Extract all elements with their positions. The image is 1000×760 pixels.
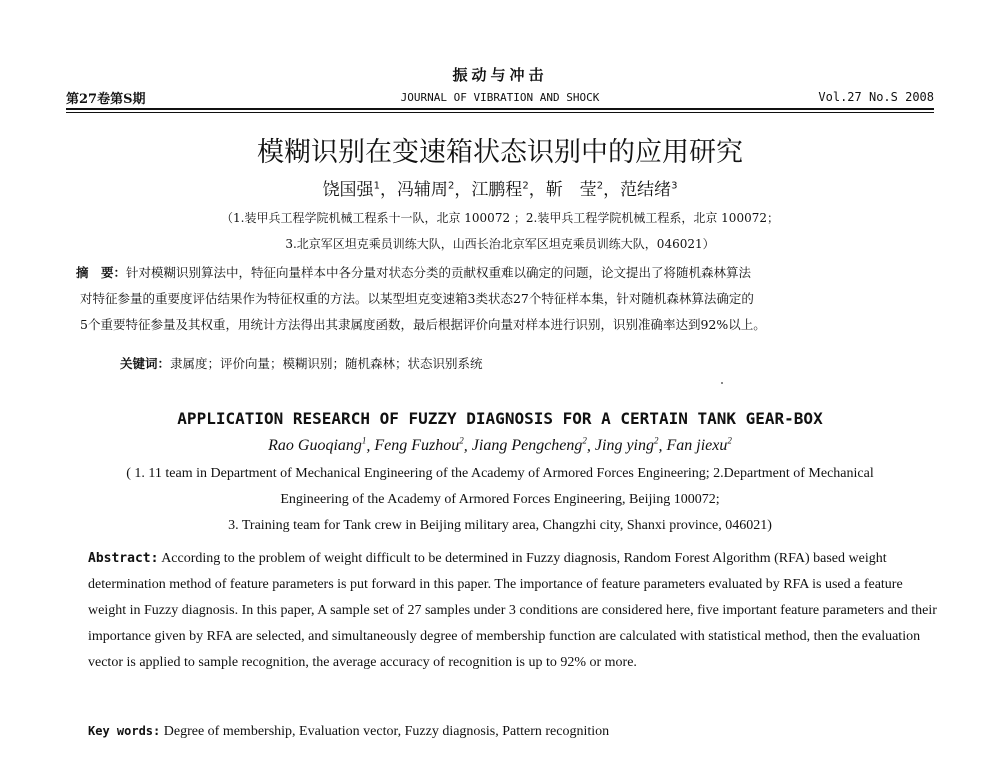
en-author-name: Jiang Pengcheng (471, 437, 583, 455)
volume-issue-cn: 第27卷第S期 (66, 92, 146, 107)
abstract-en-text: According to the problem of weight difficult to be determined in Fuzzy diagnosis, Random Forest Algorithm (RFA) based weight determination method of feature parameters is put forward in this paper. The importance of feature parameters evaluated by RFA is used a feature weight in Fuzzy diagnosis. In this paper, A sample set of 27 samples under 3 conditions are considered here, five important feature parameters and their importance given by RFA are selected, and simultaneously degree of membership function are calculated with statistical method, then the evaluation vector is applied to sample recognition, the average accuracy of recognition is up to 92% or more. (88, 551, 937, 670)
cn-author-name: 冯辅周 (396, 180, 448, 200)
en-author-affiliation-mark: 2 (582, 436, 587, 446)
cn-author-affiliation-mark: 3 (671, 180, 678, 192)
cn-author-affiliation-mark: 2 (522, 180, 529, 192)
keywords-en-text: Degree of membership, Evaluation vector, Fuzzy diagnosis, Pattern recognition (163, 724, 610, 739)
abstract-cn-text: 针对模糊识别算法中，特征向量样本中各分量对状态分类的贡献权重难以确定的问题，论文提出了将随机森林算法 (126, 265, 752, 280)
keywords-cn (120, 354, 483, 372)
cn-author-separator: ， (528, 180, 546, 200)
author-list-en (0, 436, 1000, 455)
en-author (667, 437, 732, 454)
cn-author-separator: ， (379, 180, 397, 200)
abstract-cn-line-2: 对特征参量的重要度评估结果作为特征权重的方法。以某型坦克变速箱3类状态27个特征样本集，针对随机森林算法确定的 (80, 291, 754, 306)
cn-author-affiliation-mark: 2 (447, 180, 455, 192)
paper-title-en: APPLICATION RESEARCH OF FUZZY DIAGNOSIS FOR A CERTAIN TANK GEAR-BOX (177, 409, 823, 428)
abstract-en (88, 546, 940, 676)
cn-author-name: 江鹏程 (471, 180, 523, 200)
en-author-separator: , (366, 437, 375, 455)
cn-author (471, 180, 528, 200)
cn-author-separator: ， (454, 180, 472, 200)
journal-title-en: JOURNAL OF VIBRATION AND SHOCK (400, 91, 600, 104)
keywords-en-label: Key words: (88, 724, 161, 738)
en-author-separator: , (658, 437, 667, 455)
affiliation-en-line-3: 3. Training team for Tank crew in Beijing military area, Changzhi city, Shanxi province, 046021) (228, 518, 772, 533)
en-author-affiliation-mark: 1 (361, 436, 367, 446)
volume-issue-en: Vol.27 No.S 2008 (818, 90, 934, 104)
cn-author-affiliation-mark: 1 (373, 180, 380, 192)
keywords-cn-text: 隶属度；评价向量；模糊识别；随机森林；状态识别系统 (170, 356, 483, 371)
header-rule-thin (66, 112, 934, 113)
header-rule (66, 108, 934, 110)
en-author-name: Feng Fuzhou (374, 437, 460, 455)
keywords-en (88, 724, 609, 740)
cn-author-name: 饶国强 (322, 180, 374, 200)
author-list-cn (0, 175, 1000, 200)
scan-speck (721, 382, 723, 384)
cn-author-name: 靳 莹 (545, 180, 597, 200)
journal-title-cn: 振动与冲击 (452, 66, 548, 84)
abstract-cn-line-1 (76, 262, 938, 284)
affiliation-en-line-1: ( 1. 11 team in Department of Mechanical Engineering of the Academy of Armored Forces Engineering; 2.Department of Mechanical (126, 466, 874, 481)
cn-author-name: 范结绪 (620, 180, 672, 200)
en-author-name: Rao Guoqiang (268, 437, 362, 455)
abstract-cn-label: 摘 要： (76, 265, 127, 280)
en-author-affiliation-mark: 2 (459, 436, 464, 446)
cn-author-separator: ， (603, 180, 621, 200)
cn-author (546, 180, 603, 200)
affiliation-cn-line-1: （1.装甲兵工程学院机械工程系十一队，北京 100072 ；2.装甲兵工程学院机械工程系，北京 100072； (221, 211, 779, 225)
cn-author (397, 180, 454, 200)
en-author-separator: , (586, 437, 595, 455)
en-author (268, 437, 366, 454)
cn-author (620, 180, 677, 200)
en-author (472, 437, 587, 454)
abstract-en-label: Abstract: (88, 551, 159, 566)
affiliation-en-line-2: Engineering of the Academy of Armored Forces Engineering, Beijing 100072; (280, 492, 720, 507)
en-author-affiliation-mark: 2 (654, 436, 659, 446)
en-author-separator: , (463, 437, 472, 455)
abstract-cn-line-3: 5个重要特征参量及其权重，用统计方法得出其隶属度函数，最后根据评价向量对样本进行识别，识别准确率达到92%以上。 (80, 317, 766, 332)
en-author-name: Fan jiexu (666, 437, 728, 455)
paper-title-cn: 模糊识别在变速箱状态识别中的应用研究 (257, 137, 743, 168)
keywords-cn-label: 关键词： (120, 356, 171, 371)
en-author (374, 437, 463, 454)
cn-author-affiliation-mark: 2 (596, 180, 604, 192)
en-author (595, 437, 659, 454)
en-author-name: Jing ying (594, 437, 654, 455)
affiliation-cn-line-2: 3.北京军区坦克乘员训练大队，山西长治北京军区坦克乘员训练大队，046021） (285, 237, 715, 251)
en-author-affiliation-mark: 2 (727, 436, 732, 446)
cn-author (323, 180, 380, 200)
